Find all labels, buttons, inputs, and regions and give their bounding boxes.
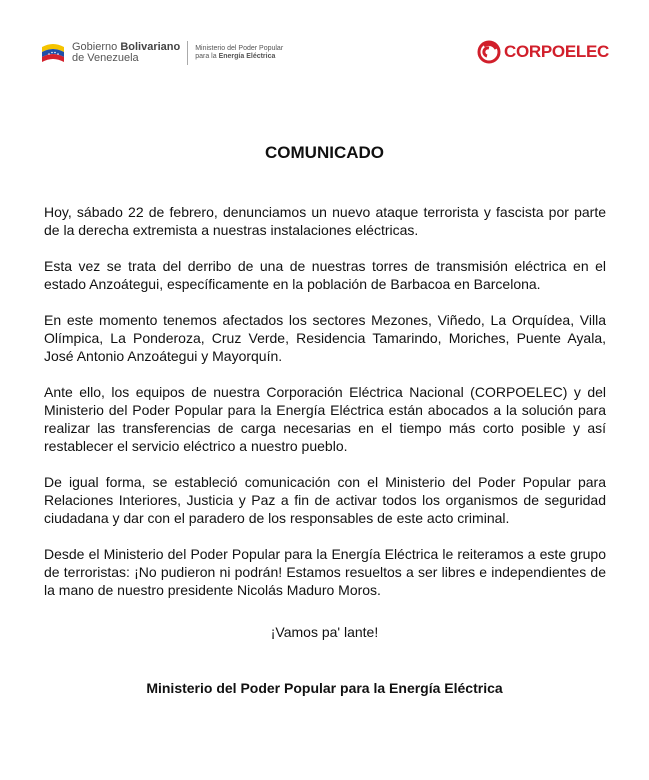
paragraph-6: Desde el Ministerio del Poder Popular para la Energía Eléctrica le reiteramos a este grupo de terroristas: ¡No pudieron ni podrán! Estamos resueltos a ser libres e independientes de la mano de nuestro presidente Nicolás Maduro Moros. [44, 546, 606, 598]
paragraph-5: De igual forma, se estableció comunicación con el Ministerio del Poder Popular para Relaciones Interiores, Justicia y Paz a fin de activar todos los organismos de seguridad ciudadana y dar con el paradero de los responsables de este acto criminal. [44, 474, 606, 526]
corpoelec-name: CORPOELEC [504, 42, 609, 61]
ministry-line2-bold: Energía Eléctrica [218, 53, 276, 60]
paragraph-1: Hoy, sábado 22 de febrero, denunciamos un nuevo ataque terrorista y fascista por parte de la derecha extremista a nuestras instalaciones eléctricas. [44, 204, 606, 238]
gov-line1-bold: Bolivariano [120, 41, 181, 53]
ministry-line1: Ministerio del Poder Popular [195, 45, 284, 52]
corpoelec-logo [477, 40, 609, 64]
government-name [72, 42, 180, 64]
letterhead [0, 0, 649, 80]
paragraph-2: Esta vez se trata del derribo de una de nuestras torres de transmisión eléctrica en el estado Anzoátegui, específicamente en la población de Barbacoa en Barcelona. [44, 258, 606, 292]
gov-line2: de Venezuela [72, 52, 139, 64]
document-title: COMUNICADO [265, 143, 384, 162]
venezuela-flag-icon [40, 41, 66, 65]
closing-slogan: ¡Vamos pa' lante! [270, 624, 379, 640]
government-logo [40, 38, 283, 68]
gov-line1-pre: Gobierno [72, 41, 121, 53]
paragraph-3: En este momento tenemos afectados los sectores Mezones, Viñedo, La Orquídea, Villa Olímpica, La Ponderoza, Cruz Verde, Residencia Tamarindo, Moriches, Puente Ayala, José Antonio Anzoátegui y Mayorquín. [44, 312, 606, 364]
header-divider [187, 41, 188, 65]
communique-body [44, 203, 606, 617]
ministry-line2-pre: para la [195, 53, 219, 60]
corpoelec-emblem-icon [477, 40, 501, 64]
signature: Ministerio del Poder Popular para la Energía Eléctrica [146, 680, 503, 696]
paragraph-4: Ante ello, los equipos de nuestra Corporación Eléctrica Nacional (CORPOELEC) y del Ministerio del Poder Popular para la Energía Eléctrica están abocados a la solución para realizar las transferencias de carga necesarias en el tiempo más corto posible y así restablecer el servicio eléctrico a nuestro pueblo. [44, 384, 606, 454]
ministry-name [195, 45, 283, 61]
